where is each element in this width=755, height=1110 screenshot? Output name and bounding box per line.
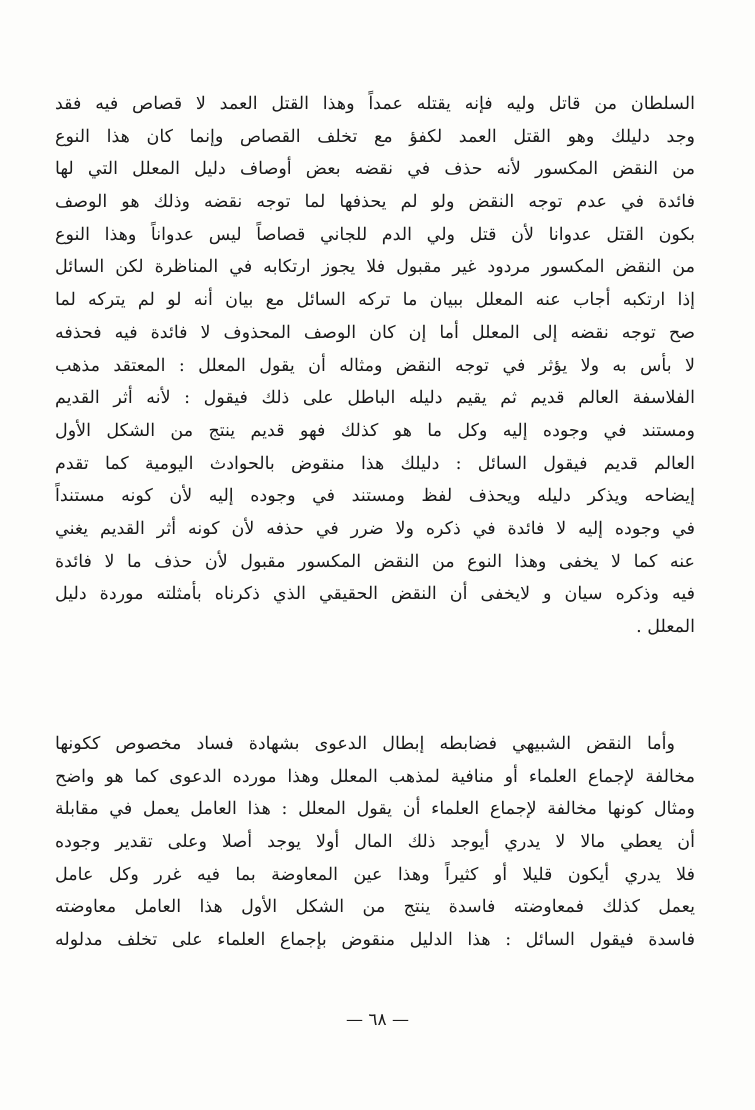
text-line: السلطان من قاتل وليه فإنه يقتله عمداً وهذا القتل العمد لا قصاص فيه فقد: [55, 94, 695, 114]
text-line: عنه كما لا يخفى وهذا النوع من النقض المكسور مقبول لأن حذف ما لا فائدة: [55, 551, 695, 572]
text-line: صح توجه نقضه إلى المعلل أما إن كان الوصف المحذوف لا فائدة فيه فحذفه: [55, 322, 695, 343]
text-line: لا بأس به ولا يؤثر في توجه النقض ومثاله أن يقول المعلل : المعتقد مذهب: [55, 355, 695, 376]
paragraph-2: [55, 728, 695, 957]
text-line: فيه وذكره سيان و لايخفى أن النقض الحقيقي الذي ذكرناه بأمثلته موردة دليل: [55, 584, 695, 605]
text-line: فاسدة فيقول السائل : هذا الدليل منقوض بإجماع العلماء على تخلف مدلوله: [55, 930, 695, 951]
text-line: الفلاسفة العالم قديم ثم يقيم دليله الباطل على ذلك فيقول : لأنه أثر القديم: [55, 388, 695, 409]
text-line: بكون القتل عدوانا لأن قتل ولي الدم للجاني قصاصاً ليس عدواناً وهذا النوع: [55, 224, 695, 245]
text-line: إذا ارتكبه أجاب عنه المعلل ببيان ما تركه السائل مع بيان أنه لو لم يتركه لما: [55, 290, 695, 311]
text-line: العالم قديم فيقول السائل : دليلك هذا منقوض بالحوادث اليومية كما تقدم: [55, 453, 695, 474]
text-line: يعمل كذلك فمعاوضته فاسدة ينتج من الشكل الأول هذا العامل معاوضته: [55, 897, 695, 918]
text-line: فائدة في عدم توجه النقض ولو لم يحذفها لما توجه نقضه وذلك هو الوصف: [55, 192, 695, 213]
text-line: أن يعطي مالا لا يدري أيوجد ذلك المال أولا يوجد أصلا وعلى تقدير وجوده: [55, 832, 695, 853]
text-line: المعلل .: [636, 617, 695, 637]
text-line: في وجوده إليه لا فائدة في ذكره ولا ضرر في حذفه لأن كونه أثر القديم يغني: [55, 518, 695, 539]
paragraph-1: [55, 88, 695, 644]
text-line: من النقض المكسور مردود غير مقبول فلا يجوز ارتكابه في المناظرة لكن السائل: [55, 257, 695, 278]
text-line: مخالفة لإجماع العلماء أو منافية لمذهب المعلل وهذا مورده الدعوى كما هو واضح: [55, 766, 695, 787]
text-line: إيضاحه ويذكر دليله ويحذف لفظ ومستند في وجوده إليه لأن كونه مستنداً: [55, 486, 695, 507]
page-number: — ٦٨ —: [345, 1010, 410, 1030]
text-line: وجد دليلك وهو القتل العمد لكفؤ مع تخلف القصاص وإنما كان هذا النوع: [55, 126, 695, 147]
text-line: من النقض المكسور لأنه حذف في نقضه بعض أوصاف دليل المعلل التي لها: [55, 159, 695, 180]
text-line: ومثال كونها مخالفة لإجماع العلماء أن يقول المعلل : هذا العامل يعمل في مقابلة: [55, 799, 695, 820]
text-line: وأما النقض الشبيهي فضابطه إبطال الدعوى بشهادة فساد مخصوص ككونها: [55, 734, 675, 754]
text-line: ومستند في وجوده إليه وكل ما هو كذلك فهو قديم ينتج من الشكل الأول: [55, 420, 695, 441]
text-line: فلا يدري أيكون قليلا أو كثيراً وهذا عين المعاوضة بما فيه غرر وكل عامل: [55, 864, 695, 885]
